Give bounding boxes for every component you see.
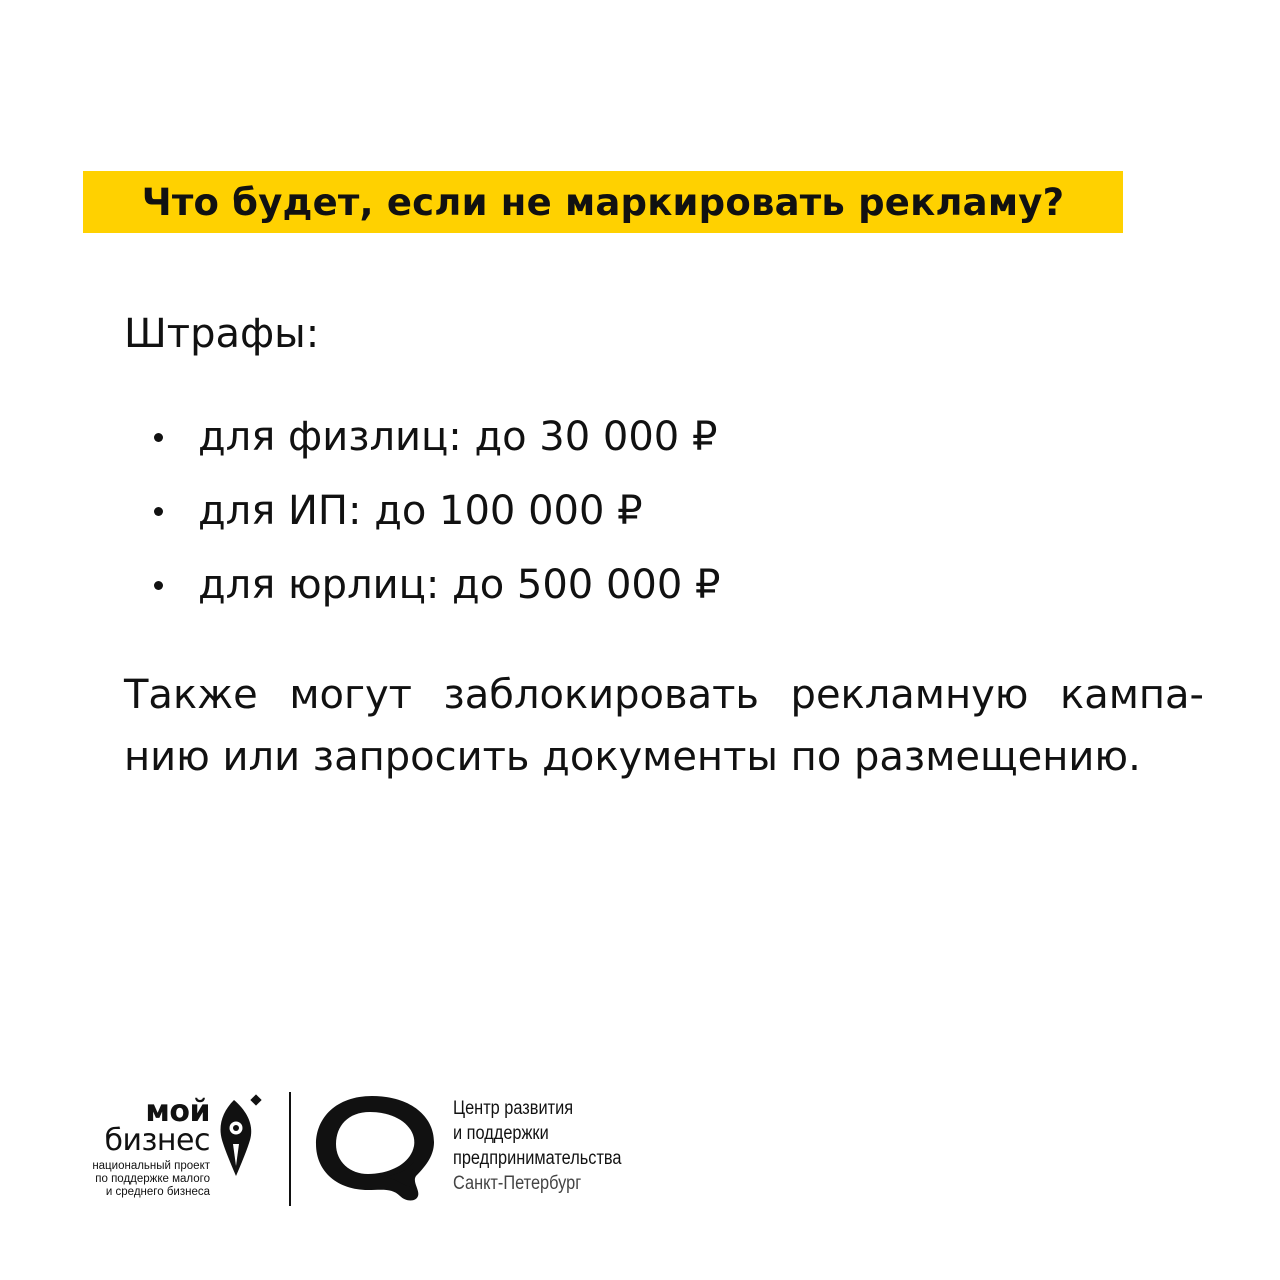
- headline-text: Что будет, если не маркировать рекламу?: [141, 180, 1065, 224]
- fine-legal-entities: для юрлиц: до 500 000 ₽: [198, 562, 721, 608]
- note-word: заблокировать: [443, 672, 759, 718]
- list-item: [152, 548, 720, 622]
- center-line: предпринимательства: [453, 1148, 622, 1169]
- note-word: рекламную: [790, 672, 1029, 718]
- logo-word-moy: мой: [145, 1094, 210, 1129]
- tagline-line: национальный проект: [92, 1160, 210, 1172]
- bullet-icon: [154, 507, 163, 516]
- logo-divider: [289, 1092, 291, 1206]
- logo-tagline: [60, 1160, 210, 1199]
- list-item: [152, 474, 720, 548]
- note-line-1: [124, 664, 1204, 726]
- tagline-line: по поддержке малого: [95, 1173, 210, 1185]
- note-line-2: нию или запросить документы по размещению.: [124, 734, 1141, 780]
- fines-list: [152, 400, 720, 622]
- fines-label: Штрафы:: [124, 311, 320, 357]
- fine-entrepreneurs: для ИП: до 100 000 ₽: [198, 488, 643, 534]
- bullet-icon: [154, 581, 163, 590]
- note-paragraph: [124, 664, 1204, 788]
- rocket-pin-icon: [214, 1092, 268, 1178]
- moy-biznes-logo: [60, 1094, 210, 1199]
- center-city: Санкт-Петербург: [453, 1173, 582, 1194]
- center-line: Центр развития: [453, 1098, 574, 1119]
- fine-individuals: для физлиц: до 30 000 ₽: [198, 414, 718, 460]
- logo-word-biznes: бизнес: [104, 1123, 210, 1158]
- note-word: кампа-: [1060, 672, 1204, 718]
- list-item: [152, 400, 720, 474]
- tagline-line: и среднего бизнеса: [105, 1186, 210, 1198]
- bullet-icon: [154, 433, 163, 442]
- headline-banner: [83, 171, 1123, 233]
- center-logo-text: [453, 1096, 622, 1196]
- note-word: могут: [289, 672, 412, 718]
- speech-bubble-icon: [312, 1092, 438, 1204]
- footer-logos: [0, 1080, 1280, 1220]
- center-line: и поддержки: [453, 1123, 549, 1144]
- note-word: Также: [124, 672, 258, 718]
